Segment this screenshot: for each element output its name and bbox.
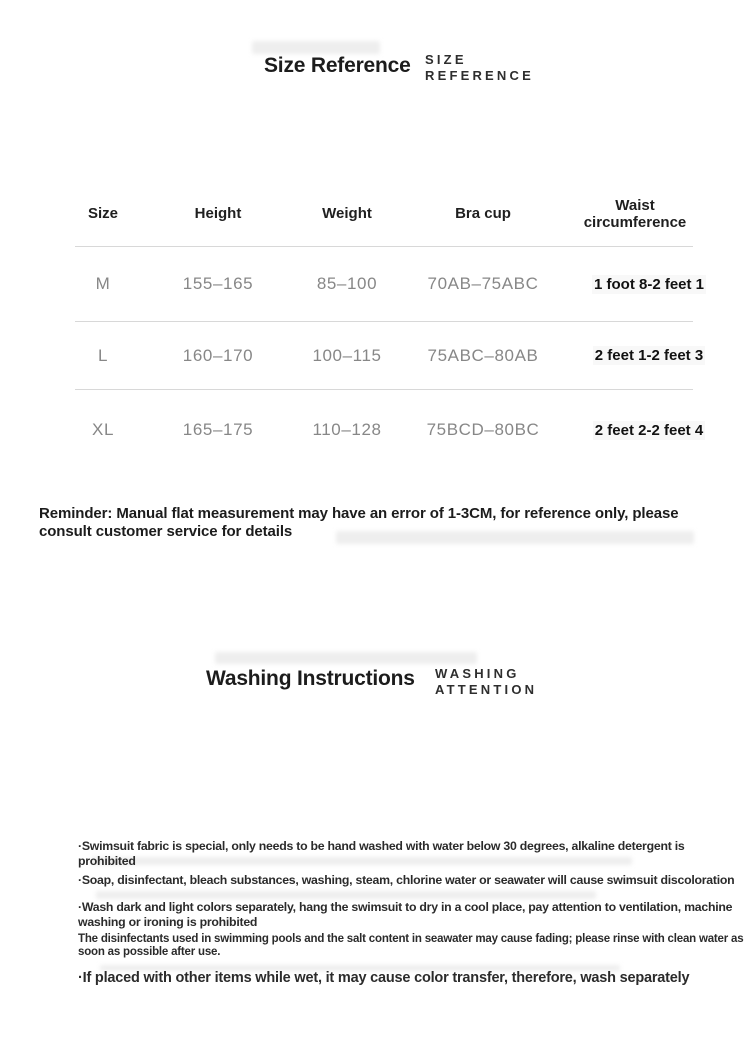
cell-weight: 100–115: [312, 345, 382, 365]
size-section-subtitle-line1: SIZE: [425, 52, 467, 67]
col-header-size: Size: [87, 205, 118, 222]
washing-note: ·Wash dark and light colors separately, hang the swimsuit to dry in a cool place, pay attention to ventilation, machine washing or ironing is prohibited: [78, 900, 733, 929]
cell-size: L: [97, 345, 109, 365]
washing-section-subtitle: [435, 666, 537, 698]
cell-bra-cup: 75ABC–80AB: [427, 345, 539, 365]
washing-note: ·If placed with other items while wet, it may cause color transfer, therefore, wash separately: [78, 970, 690, 986]
cell-waist: [591, 347, 707, 364]
size-table-header-row: [75, 181, 693, 247]
cell-bra-cup: 75BCD–80BC: [426, 420, 540, 439]
washing-section-title: Washing Instructions: [206, 667, 415, 690]
cell-height: 160–170: [182, 345, 254, 365]
washing-section-subtitle-line1: WASHING: [435, 666, 520, 681]
cell-size: M: [95, 274, 111, 293]
cell-height: 165–175: [182, 420, 254, 439]
table-row: [75, 247, 705, 322]
cell-weight: 85–100: [316, 274, 378, 293]
cell-height: 155–165: [182, 274, 254, 293]
washing-note: ·Soap, disinfectant, bleach substances, washing, steam, chlorine water or seawater will cause swimsuit discoloration: [78, 873, 735, 887]
size-section-subtitle-line2: REFERENCE: [425, 68, 534, 83]
size-table: [75, 181, 705, 470]
blurred-text-artifact: [215, 652, 477, 664]
cell-weight: 110–128: [312, 420, 382, 439]
cell-waist-text: 1 foot 8-2 feet 1: [593, 275, 705, 293]
cell-waist: [591, 422, 707, 439]
washing-note: ·Swimsuit fabric is special, only needs to be hand washed with water below 30 degrees, alkaline detergent is prohibited: [78, 839, 685, 868]
washing-note: The disinfectants used in swimming pools and the salt content in seawater may cause fading; please rinse with clean water as soon as possible after use.: [78, 933, 744, 958]
table-row: [75, 390, 704, 470]
col-header-bra-cup: Bra cup: [455, 205, 511, 222]
cell-size: XL: [92, 420, 114, 439]
cell-waist-text: 2 feet 2-2 feet 4: [594, 421, 704, 439]
col-header-weight: Weight: [322, 205, 372, 222]
blurred-text-artifact: [96, 891, 596, 899]
table-row: [75, 322, 704, 390]
size-section-subtitle: [425, 52, 534, 84]
blurred-text-artifact: [252, 41, 380, 54]
cell-waist: [591, 276, 707, 293]
washing-section-subtitle-line2: ATTENTION: [435, 682, 538, 697]
col-header-waist: Waist circumference: [583, 196, 687, 231]
measurement-reminder-text: Reminder: Manual flat measurement may have an error of 1-3CM, for reference only, please consult customer service for details: [39, 505, 679, 540]
col-header-height: Height: [194, 205, 242, 222]
cell-waist-text: 2 feet 1-2 feet 3: [594, 347, 704, 364]
size-section-title: Size Reference: [264, 54, 411, 77]
cell-bra-cup: 70AB–75ABC: [427, 274, 539, 293]
